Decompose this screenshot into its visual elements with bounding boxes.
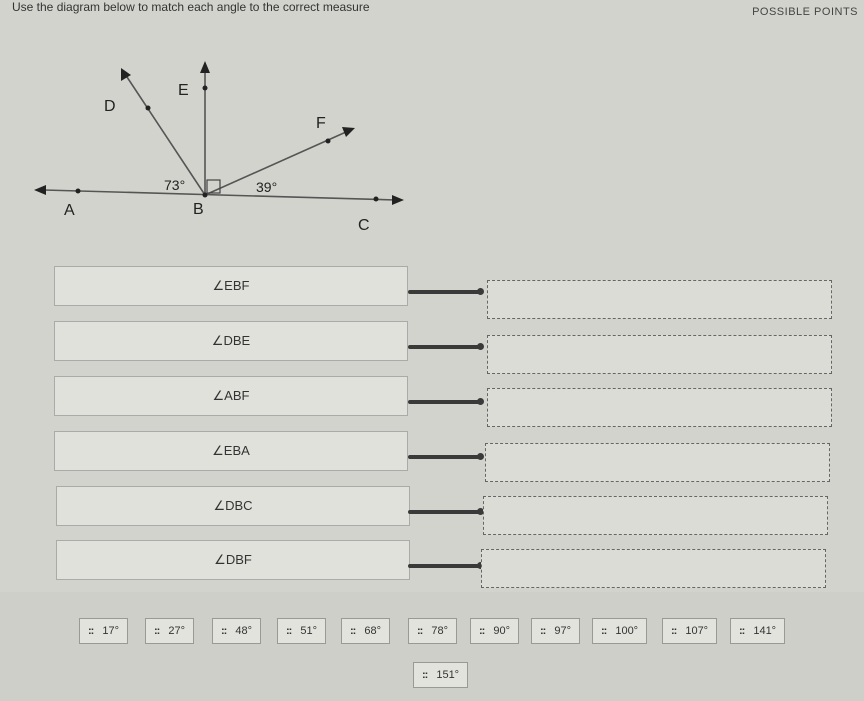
answer-value: 17° xyxy=(102,625,119,637)
arrowhead-c xyxy=(392,195,404,205)
connector-dot xyxy=(477,343,484,350)
point-f xyxy=(326,139,331,144)
prompt-box: ∠DBE xyxy=(54,321,408,361)
connector-dot xyxy=(477,288,484,295)
answer-chip-100[interactable] xyxy=(592,618,647,644)
answer-value: 141° xyxy=(753,625,777,637)
arrowhead-a xyxy=(34,185,46,195)
answer-value: 151° xyxy=(436,669,460,681)
label-f: F xyxy=(316,115,326,132)
label-e: E xyxy=(178,82,189,99)
answer-value: 48° xyxy=(235,625,252,637)
answer-chip-151[interactable] xyxy=(413,662,468,688)
arrowhead-e xyxy=(200,61,210,73)
answer-chip-97[interactable] xyxy=(531,618,580,644)
drag-handle-icon: :: xyxy=(671,625,677,637)
point-b xyxy=(203,193,208,198)
drag-handle-icon: :: xyxy=(601,625,607,637)
instructions: Use the diagram below to match each angle to the correct measure xyxy=(12,0,370,14)
prompt-box: ∠EBA xyxy=(54,431,408,471)
possible-points-label: POSSIBLE POINTS xyxy=(752,6,858,18)
answer-drop-zone[interactable] xyxy=(483,496,828,535)
label-d: D xyxy=(104,98,116,115)
answer-chip-68[interactable] xyxy=(341,618,390,644)
drag-handle-icon: :: xyxy=(540,625,546,637)
drag-handle-icon: :: xyxy=(479,625,485,637)
drag-handle-icon: :: xyxy=(88,625,94,637)
connector-dot xyxy=(477,398,484,405)
answer-value: 97° xyxy=(554,625,571,637)
angle-diagram xyxy=(0,0,864,250)
label-c: C xyxy=(358,217,370,234)
drag-handle-icon: :: xyxy=(422,669,428,681)
answer-chip-78[interactable] xyxy=(408,618,457,644)
answer-value: 51° xyxy=(300,625,317,637)
arrowhead-f xyxy=(342,127,355,137)
connector-line xyxy=(408,510,480,514)
answer-chip-141[interactable] xyxy=(730,618,785,644)
answer-drop-zone[interactable] xyxy=(487,280,832,319)
connector-line xyxy=(408,345,480,349)
drag-handle-icon: :: xyxy=(221,625,227,637)
point-c xyxy=(374,197,379,202)
drag-handle-icon: :: xyxy=(350,625,356,637)
answer-drop-zone[interactable] xyxy=(481,549,826,588)
label-b: B xyxy=(193,201,204,218)
prompt-box: ∠ABF xyxy=(54,376,408,416)
connector-line xyxy=(408,564,480,568)
angle-label-39: 39° xyxy=(256,179,278,195)
drag-handle-icon: :: xyxy=(739,625,745,637)
drag-handle-icon: :: xyxy=(286,625,292,637)
answer-value: 107° xyxy=(685,625,709,637)
connector-line xyxy=(408,400,480,404)
connector-line xyxy=(408,290,480,294)
answer-chip-107[interactable] xyxy=(662,618,717,644)
answer-drop-zone[interactable] xyxy=(487,388,832,427)
label-a: A xyxy=(64,202,75,219)
point-d xyxy=(146,106,151,111)
answer-drop-zone[interactable] xyxy=(485,443,830,482)
answer-chip-48[interactable] xyxy=(212,618,261,644)
point-e xyxy=(203,86,208,91)
answer-chip-90[interactable] xyxy=(470,618,519,644)
prompt-box: ∠DBC xyxy=(56,486,410,526)
angle-label-73: 73° xyxy=(164,177,186,193)
drag-handle-icon: :: xyxy=(417,625,423,637)
answer-chip-51[interactable] xyxy=(277,618,326,644)
connector-line xyxy=(408,455,480,459)
answer-value: 27° xyxy=(168,625,185,637)
answer-value: 100° xyxy=(615,625,639,637)
prompt-box: ∠DBF xyxy=(56,540,410,580)
answer-value: 78° xyxy=(431,625,448,637)
answer-drop-zone[interactable] xyxy=(487,335,832,374)
connector-dot xyxy=(477,453,484,460)
answer-value: 68° xyxy=(364,625,381,637)
arrowhead-d xyxy=(121,68,131,81)
answer-value: 90° xyxy=(493,625,510,637)
point-a xyxy=(76,189,81,194)
answer-chip-27[interactable] xyxy=(145,618,194,644)
answer-chip-17[interactable] xyxy=(79,618,128,644)
drag-handle-icon: :: xyxy=(154,625,160,637)
prompt-box: ∠EBF xyxy=(54,266,408,306)
